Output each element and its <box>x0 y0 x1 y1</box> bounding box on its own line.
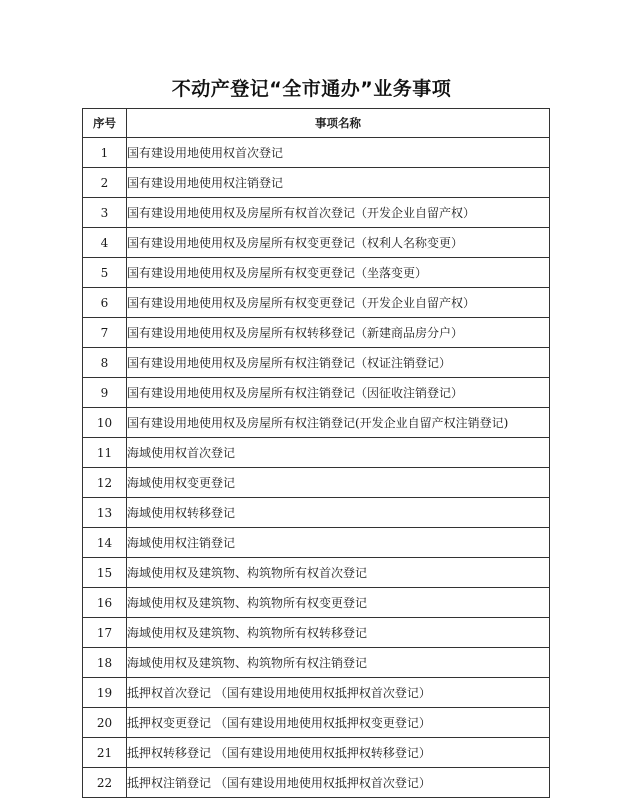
item-name: 海域使用权转移登记 <box>127 498 550 528</box>
table-row <box>83 648 550 678</box>
row-number: 14 <box>83 528 127 558</box>
table-row <box>83 318 550 348</box>
table-row <box>83 498 550 528</box>
table-row <box>83 408 550 438</box>
item-name: 国有建设用地使用权及房屋所有权注销登记(开发企业自留产权注销登记) <box>127 408 550 438</box>
column-header-name: 事项名称 <box>127 109 550 138</box>
table-row <box>83 678 550 708</box>
table-row <box>83 528 550 558</box>
table-row <box>83 768 550 798</box>
table-row <box>83 378 550 408</box>
table-row <box>83 258 550 288</box>
row-number: 8 <box>83 348 127 378</box>
column-header-number: 序号 <box>83 109 127 138</box>
page-title: 不动产登记“全市通办”业务事项 <box>171 78 452 100</box>
table-row <box>83 168 550 198</box>
table-row <box>83 288 550 318</box>
table-body <box>83 138 550 798</box>
table-row <box>83 618 550 648</box>
row-number: 22 <box>83 768 127 798</box>
row-number: 13 <box>83 498 127 528</box>
item-name: 国有建设用地使用权及房屋所有权转移登记（新建商品房分户） <box>127 318 550 348</box>
row-number: 9 <box>83 378 127 408</box>
row-number: 18 <box>83 648 127 678</box>
item-name: 国有建设用地使用权注销登记 <box>127 168 550 198</box>
row-number: 11 <box>83 438 127 468</box>
row-number: 2 <box>83 168 127 198</box>
item-name: 海域使用权及建筑物、构筑物所有权注销登记 <box>127 648 550 678</box>
table-row <box>83 558 550 588</box>
item-name: 国有建设用地使用权首次登记 <box>127 138 550 168</box>
row-number: 6 <box>83 288 127 318</box>
item-name: 海域使用权首次登记 <box>127 438 550 468</box>
item-name: 抵押权首次登记 （国有建设用地使用权抵押权首次登记） <box>127 678 550 708</box>
item-name: 海域使用权及建筑物、构筑物所有权转移登记 <box>127 618 550 648</box>
item-name: 抵押权注销登记 （国有建设用地使用权抵押权首次登记） <box>127 768 550 798</box>
table-row <box>83 228 550 258</box>
row-number: 3 <box>83 198 127 228</box>
item-name: 海域使用权注销登记 <box>127 528 550 558</box>
row-number: 20 <box>83 708 127 738</box>
row-number: 5 <box>83 258 127 288</box>
table-row <box>83 438 550 468</box>
table-row <box>83 348 550 378</box>
item-name: 国有建设用地使用权及房屋所有权变更登记（开发企业自留产权） <box>127 288 550 318</box>
item-name: 国有建设用地使用权及房屋所有权注销登记（因征收注销登记） <box>127 378 550 408</box>
item-name: 海域使用权变更登记 <box>127 468 550 498</box>
item-name: 国有建设用地使用权及房屋所有权变更登记（坐落变更） <box>127 258 550 288</box>
item-name: 国有建设用地使用权及房屋所有权首次登记（开发企业自留产权） <box>127 198 550 228</box>
item-name: 国有建设用地使用权及房屋所有权变更登记（权利人名称变更） <box>127 228 550 258</box>
item-name: 海域使用权及建筑物、构筑物所有权变更登记 <box>127 588 550 618</box>
table-row <box>83 588 550 618</box>
row-number: 10 <box>83 408 127 438</box>
row-number: 16 <box>83 588 127 618</box>
table-row <box>83 468 550 498</box>
table-row <box>83 708 550 738</box>
table-header-row <box>83 109 550 138</box>
row-number: 21 <box>83 738 127 768</box>
item-name: 海域使用权及建筑物、构筑物所有权首次登记 <box>127 558 550 588</box>
row-number: 4 <box>83 228 127 258</box>
row-number: 12 <box>83 468 127 498</box>
item-name: 抵押权转移登记 （国有建设用地使用权抵押权转移登记） <box>127 738 550 768</box>
item-name: 国有建设用地使用权及房屋所有权注销登记（权证注销登记） <box>127 348 550 378</box>
table-row <box>83 738 550 768</box>
row-number: 7 <box>83 318 127 348</box>
items-table <box>82 108 550 798</box>
item-name: 抵押权变更登记 （国有建设用地使用权抵押权变更登记） <box>127 708 550 738</box>
row-number: 15 <box>83 558 127 588</box>
row-number: 17 <box>83 618 127 648</box>
row-number: 1 <box>83 138 127 168</box>
table-row <box>83 138 550 168</box>
row-number: 19 <box>83 678 127 708</box>
table-row <box>83 198 550 228</box>
